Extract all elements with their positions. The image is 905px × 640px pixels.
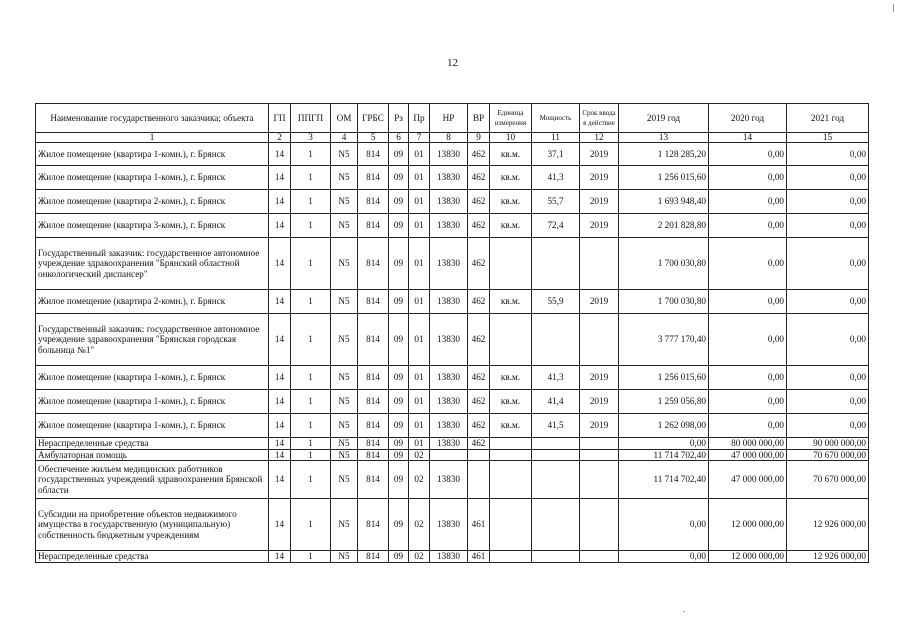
cell-rz: 09: [389, 461, 409, 499]
cell-nr: 13830: [430, 238, 468, 290]
cell-grbs: 814: [358, 214, 389, 238]
cell-nr: 13830: [430, 143, 468, 166]
cell-name: Обеспечение жильем медицинских работников государственных учреждений здравоохранения Брянской области: [36, 461, 269, 499]
header-gp: ГП: [269, 104, 291, 133]
column-number: 1: [36, 133, 269, 143]
cell-gp: 14: [269, 449, 291, 461]
cell-y2019: 0,00: [619, 551, 709, 563]
cell-om: N5: [331, 449, 358, 461]
cell-rz: 09: [389, 290, 409, 314]
cell-om: N5: [331, 166, 358, 190]
cell-gp: 14: [269, 190, 291, 214]
cell-name: Жилое помещение (квартира 1-комн.), г. Брянск: [36, 143, 269, 166]
cell-om: N5: [331, 238, 358, 290]
header-grbs: ГРБС: [358, 104, 389, 133]
cell-name: Нераспределенные средства: [36, 438, 269, 450]
cell-gp: 14: [269, 143, 291, 166]
cell-nr: 13830: [430, 290, 468, 314]
cell-capacity: [532, 461, 580, 499]
table-row: [36, 390, 869, 414]
cell-ppgp: 1: [291, 366, 331, 390]
cell-deadline: [580, 238, 619, 290]
cell-deadline: [580, 438, 619, 450]
cell-pr: 02: [409, 551, 430, 563]
cell-grbs: 814: [358, 238, 389, 290]
header-nr: НР: [430, 104, 468, 133]
cell-pr: 02: [409, 461, 430, 499]
cell-nr: 13830: [430, 438, 468, 450]
cell-y2020: 12 000 000,00: [709, 499, 787, 551]
cell-y2019: 1 259 056,80: [619, 390, 709, 414]
cell-grbs: 814: [358, 438, 389, 450]
cell-y2020: 47 000 000,00: [709, 449, 787, 461]
cell-unit: [490, 314, 532, 366]
cell-vr: 462: [468, 238, 490, 290]
cell-unit: кв.м.: [490, 390, 532, 414]
cell-rz: 09: [389, 238, 409, 290]
cell-vr: 462: [468, 390, 490, 414]
cell-om: N5: [331, 214, 358, 238]
cell-y2021: 0,00: [787, 238, 869, 290]
cell-y2020: 0,00: [709, 366, 787, 390]
cell-gp: 14: [269, 461, 291, 499]
cell-y2020: 0,00: [709, 190, 787, 214]
cell-y2021: 0,00: [787, 143, 869, 166]
header-2020: 2020 год: [709, 104, 787, 133]
cell-ppgp: 1: [291, 314, 331, 366]
header-2021: 2021 год: [787, 104, 869, 133]
cell-unit: кв.м.: [490, 190, 532, 214]
cell-nr: 13830: [430, 551, 468, 563]
cell-y2020: 47 000 000,00: [709, 461, 787, 499]
cell-y2019: 1 262 098,00: [619, 414, 709, 438]
cell-name: Государственный заказчик: государственное автономное учреждение здравоохранения "Брянская городская больница №1": [36, 314, 269, 366]
table-row: [36, 143, 869, 166]
cell-unit: [490, 438, 532, 450]
cell-name: Жилое помещение (квартира 2-комн.), г. Брянск: [36, 290, 269, 314]
cell-unit: кв.м.: [490, 143, 532, 166]
table-row: [36, 290, 869, 314]
table-row: [36, 499, 869, 551]
cell-pr: 01: [409, 366, 430, 390]
cell-om: N5: [331, 461, 358, 499]
cell-capacity: [532, 438, 580, 450]
cell-y2019: 1 700 030,80: [619, 290, 709, 314]
cell-gp: 14: [269, 438, 291, 450]
cell-y2021: 12 926 000,00: [787, 499, 869, 551]
header-name: Наименование государственного заказчика; объекта: [36, 104, 269, 133]
cell-capacity: [532, 238, 580, 290]
column-number: 5: [358, 133, 389, 143]
cell-gp: 14: [269, 414, 291, 438]
cell-name: Жилое помещение (квартира 1-комн.), г. Брянск: [36, 390, 269, 414]
cell-capacity: 55,7: [532, 190, 580, 214]
column-number: 14: [709, 133, 787, 143]
cell-pr: 01: [409, 166, 430, 190]
cell-vr: 462: [468, 214, 490, 238]
cell-rz: 09: [389, 314, 409, 366]
cell-capacity: 37,1: [532, 143, 580, 166]
column-number: 10: [490, 133, 532, 143]
cell-grbs: 814: [358, 314, 389, 366]
cell-nr: 13830: [430, 314, 468, 366]
cell-y2021: 0,00: [787, 290, 869, 314]
cell-rz: 09: [389, 214, 409, 238]
cell-deadline: 2019: [580, 390, 619, 414]
cell-deadline: [580, 461, 619, 499]
cell-vr: 461: [468, 551, 490, 563]
cell-nr: 13830: [430, 366, 468, 390]
cell-y2021: 70 670 000,00: [787, 461, 869, 499]
cell-name: Жилое помещение (квартира 3-комн.), г. Брянск: [36, 214, 269, 238]
cell-capacity: 72,4: [532, 214, 580, 238]
cell-nr: 13830: [430, 190, 468, 214]
cell-nr: 13830: [430, 461, 468, 499]
cell-capacity: [532, 551, 580, 563]
cell-vr: 462: [468, 290, 490, 314]
cell-capacity: 41,4: [532, 390, 580, 414]
header-pr: Пр: [409, 104, 430, 133]
cell-y2019: 0,00: [619, 499, 709, 551]
header-deadline: Срок ввода в действие: [580, 104, 619, 133]
cell-y2021: 90 000 000,00: [787, 438, 869, 450]
cell-y2020: 0,00: [709, 238, 787, 290]
cell-ppgp: 1: [291, 214, 331, 238]
cell-nr: 13830: [430, 414, 468, 438]
table-row: [36, 366, 869, 390]
cell-unit: [490, 499, 532, 551]
cell-gp: 14: [269, 214, 291, 238]
cell-y2019: 0,00: [619, 438, 709, 450]
column-number: 9: [468, 133, 490, 143]
cell-pr: 01: [409, 438, 430, 450]
cell-y2019: 1 256 015,60: [619, 166, 709, 190]
cell-capacity: 41,3: [532, 366, 580, 390]
column-number: 6: [389, 133, 409, 143]
cell-rz: 09: [389, 143, 409, 166]
cell-vr: 462: [468, 166, 490, 190]
cell-grbs: 814: [358, 449, 389, 461]
cell-nr: 13830: [430, 214, 468, 238]
cell-om: N5: [331, 414, 358, 438]
cell-ppgp: 1: [291, 499, 331, 551]
cell-unit: кв.м.: [490, 414, 532, 438]
cell-y2019: 1 128 285,20: [619, 143, 709, 166]
cell-unit: кв.м.: [490, 366, 532, 390]
cell-deadline: 2019: [580, 214, 619, 238]
cell-unit: кв.м.: [490, 290, 532, 314]
cell-name: Субсидии на приобретение объектов недвижимого имущества в государственную (муниципальную) собственность бюджетным учреждениям: [36, 499, 269, 551]
edge-mark: [893, 4, 894, 12]
cell-nr: [430, 449, 468, 461]
cell-om: N5: [331, 190, 358, 214]
column-number: 15: [787, 133, 869, 143]
table-row: [36, 551, 869, 563]
cell-vr: 462: [468, 190, 490, 214]
cell-y2020: 0,00: [709, 290, 787, 314]
cell-deadline: 2019: [580, 190, 619, 214]
cell-grbs: 814: [358, 499, 389, 551]
column-number: 12: [580, 133, 619, 143]
cell-rz: 09: [389, 366, 409, 390]
cell-grbs: 814: [358, 190, 389, 214]
cell-ppgp: 1: [291, 449, 331, 461]
table-row: [36, 438, 869, 450]
page-number: 12: [447, 57, 458, 69]
cell-unit: [490, 238, 532, 290]
cell-rz: 09: [389, 414, 409, 438]
cell-name: Жилое помещение (квартира 1-комн.), г. Брянск: [36, 414, 269, 438]
cell-om: N5: [331, 366, 358, 390]
cell-grbs: 814: [358, 390, 389, 414]
cell-om: N5: [331, 143, 358, 166]
cell-unit: кв.м.: [490, 214, 532, 238]
cell-om: N5: [331, 390, 358, 414]
cell-ppgp: 1: [291, 438, 331, 450]
cell-deadline: [580, 314, 619, 366]
cell-capacity: 41,3: [532, 166, 580, 190]
cell-pr: 01: [409, 290, 430, 314]
column-number: 4: [331, 133, 358, 143]
cell-deadline: 2019: [580, 414, 619, 438]
cell-y2020: 0,00: [709, 143, 787, 166]
column-number: 13: [619, 133, 709, 143]
cell-pr: 01: [409, 390, 430, 414]
cell-gp: 14: [269, 290, 291, 314]
cell-y2021: 12 926 000,00: [787, 551, 869, 563]
cell-y2020: 0,00: [709, 166, 787, 190]
cell-om: N5: [331, 314, 358, 366]
cell-vr: 462: [468, 314, 490, 366]
cell-rz: 09: [389, 449, 409, 461]
cell-gp: 14: [269, 499, 291, 551]
cell-y2021: 0,00: [787, 314, 869, 366]
cell-y2021: 0,00: [787, 366, 869, 390]
cell-y2021: 0,00: [787, 214, 869, 238]
table-row: [36, 238, 869, 290]
cell-name: Жилое помещение (квартира 1-комн.), г. Брянск: [36, 166, 269, 190]
cell-vr: 461: [468, 499, 490, 551]
cell-grbs: 814: [358, 551, 389, 563]
cell-rz: 09: [389, 166, 409, 190]
cell-y2019: 3 777 170,40: [619, 314, 709, 366]
cell-y2019: 11 714 702,40: [619, 449, 709, 461]
cell-gp: 14: [269, 166, 291, 190]
cell-ppgp: 1: [291, 551, 331, 563]
budget-table: [35, 103, 869, 563]
cell-vr: 462: [468, 438, 490, 450]
cell-rz: 09: [389, 438, 409, 450]
cell-y2021: 0,00: [787, 390, 869, 414]
cell-vr: [468, 449, 490, 461]
table-row: [36, 190, 869, 214]
cell-y2020: 0,00: [709, 314, 787, 366]
cell-y2020: 80 000 000,00: [709, 438, 787, 450]
cell-ppgp: 1: [291, 290, 331, 314]
cell-nr: 13830: [430, 390, 468, 414]
cell-y2021: 0,00: [787, 414, 869, 438]
table-row: [36, 314, 869, 366]
cell-grbs: 814: [358, 290, 389, 314]
header-capacity: Мощность: [532, 104, 580, 133]
cell-grbs: 814: [358, 414, 389, 438]
header-ppgp: ППГП: [291, 104, 331, 133]
cell-capacity: [532, 314, 580, 366]
table-row: [36, 461, 869, 499]
cell-grbs: 814: [358, 143, 389, 166]
header-vr: ВР: [468, 104, 490, 133]
cell-pr: 02: [409, 499, 430, 551]
cell-grbs: 814: [358, 366, 389, 390]
cell-ppgp: 1: [291, 238, 331, 290]
cell-deadline: [580, 499, 619, 551]
cell-y2019: 1 693 948,40: [619, 190, 709, 214]
cell-y2020: 0,00: [709, 390, 787, 414]
cell-capacity: 55,9: [532, 290, 580, 314]
cell-name: Жилое помещение (квартира 2-комн.), г. Брянск: [36, 190, 269, 214]
cell-nr: 13830: [430, 166, 468, 190]
cell-name: Жилое помещение (квартира 1-комн.), г. Брянск: [36, 366, 269, 390]
cell-pr: 01: [409, 214, 430, 238]
header-row: [36, 104, 869, 133]
cell-vr: 462: [468, 143, 490, 166]
cell-y2021: 0,00: [787, 166, 869, 190]
column-number-row: [36, 133, 869, 143]
column-number: 7: [409, 133, 430, 143]
column-number: 2: [269, 133, 291, 143]
cell-deadline: [580, 551, 619, 563]
header-om: ОМ: [331, 104, 358, 133]
cell-gp: 14: [269, 314, 291, 366]
cell-rz: 09: [389, 190, 409, 214]
cell-pr: 01: [409, 238, 430, 290]
cell-vr: [468, 461, 490, 499]
cell-grbs: 814: [358, 166, 389, 190]
cell-pr: 02: [409, 449, 430, 461]
cell-ppgp: 1: [291, 390, 331, 414]
cell-ppgp: 1: [291, 461, 331, 499]
cell-y2019: 2 201 828,80: [619, 214, 709, 238]
cell-om: N5: [331, 290, 358, 314]
cell-unit: кв.м.: [490, 166, 532, 190]
table-row: [36, 449, 869, 461]
cell-om: N5: [331, 551, 358, 563]
cell-gp: 14: [269, 366, 291, 390]
cell-deadline: [580, 449, 619, 461]
cell-capacity: [532, 499, 580, 551]
column-number: 3: [291, 133, 331, 143]
cell-nr: 13830: [430, 499, 468, 551]
scan-dot: [683, 611, 685, 612]
cell-ppgp: 1: [291, 190, 331, 214]
cell-ppgp: 1: [291, 166, 331, 190]
cell-ppgp: 1: [291, 414, 331, 438]
cell-y2019: 1 256 015,60: [619, 366, 709, 390]
cell-y2019: 11 714 702,40: [619, 461, 709, 499]
cell-unit: [490, 449, 532, 461]
cell-y2020: 12 000 000,00: [709, 551, 787, 563]
cell-unit: [490, 461, 532, 499]
cell-pr: 01: [409, 314, 430, 366]
cell-pr: 01: [409, 190, 430, 214]
table-row: [36, 214, 869, 238]
column-number: 8: [430, 133, 468, 143]
cell-vr: 462: [468, 414, 490, 438]
cell-rz: 09: [389, 551, 409, 563]
table-body: [36, 143, 869, 563]
cell-capacity: 41,5: [532, 414, 580, 438]
cell-gp: 14: [269, 551, 291, 563]
column-number: 11: [532, 133, 580, 143]
header-2019: 2019 год: [619, 104, 709, 133]
cell-deadline: 2019: [580, 290, 619, 314]
cell-y2021: 0,00: [787, 190, 869, 214]
cell-rz: 09: [389, 390, 409, 414]
table-row: [36, 414, 869, 438]
cell-rz: 09: [389, 499, 409, 551]
cell-gp: 14: [269, 238, 291, 290]
cell-y2019: 1 700 030,80: [619, 238, 709, 290]
cell-pr: 01: [409, 414, 430, 438]
cell-deadline: 2019: [580, 366, 619, 390]
cell-name: Амбулаторная помощь: [36, 449, 269, 461]
cell-y2020: 0,00: [709, 214, 787, 238]
cell-unit: [490, 551, 532, 563]
cell-name: Нераспределенные средства: [36, 551, 269, 563]
cell-name: Государственный заказчик: государственное автономное учреждение здравоохранения "Брянский областной онкологический диспансер": [36, 238, 269, 290]
cell-y2020: 0,00: [709, 414, 787, 438]
cell-gp: 14: [269, 390, 291, 414]
header-unit: Единица измерения: [490, 104, 532, 133]
cell-capacity: [532, 449, 580, 461]
cell-ppgp: 1: [291, 143, 331, 166]
cell-vr: 462: [468, 366, 490, 390]
cell-grbs: 814: [358, 461, 389, 499]
table-row: [36, 166, 869, 190]
cell-pr: 01: [409, 143, 430, 166]
cell-deadline: 2019: [580, 143, 619, 166]
cell-om: N5: [331, 438, 358, 450]
cell-om: N5: [331, 499, 358, 551]
header-rz: Рз: [389, 104, 409, 133]
cell-y2021: 70 670 000,00: [787, 449, 869, 461]
cell-deadline: 2019: [580, 166, 619, 190]
